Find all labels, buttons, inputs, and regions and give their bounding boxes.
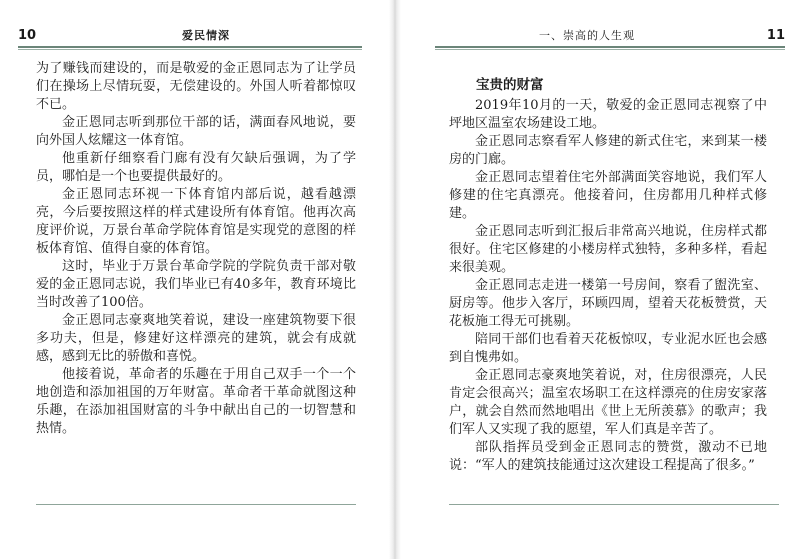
paragraph: 金正恩同志豪爽地笑着说，建设一座建筑物要下很多功夫，但是，修建好这样漂亮的建筑，就会有成就感，感到无比的骄傲和喜悦。 [36, 313, 356, 364]
left-page [0, 0, 389, 559]
right-page [401, 0, 787, 559]
paragraph: 金正恩同志豪爽地笑着说，对，住房很漂亮，人民肯定会很高兴；温室农场职工在这样漂亮的住房安家落户，就会自然而然地唱出《世上无所羡慕》的歌声；我们军人又实现了我的愿望，军人们真是辛苦了。 [449, 368, 767, 437]
paragraph: 他重新仔细察看门廊有没有欠缺后强调，为了学员，哪怕是一个也要提供最好的。 [36, 151, 356, 184]
left-body-text [36, 60, 356, 438]
left-running-title: 爱民情深 [182, 29, 230, 42]
left-page-header [18, 28, 380, 44]
right-page-number: 11 [766, 28, 785, 43]
left-footer-rule [36, 504, 356, 505]
left-page-number: 10 [18, 28, 37, 43]
paragraph: 金正恩同志听到那位干部的话，满面春风地说，要向外国人炫耀这一体育馆。 [36, 115, 356, 148]
paragraph: 这时，毕业于万景台革命学院的学院负责干部对敬爱的金正恩同志说，我们毕业已有40多年，教育环境比当时改善了100倍。 [36, 259, 356, 310]
paragraph: 他接着说，革命者的乐趣在于用自己双手一个一个地创造和添加祖国的万年财富。革命者干革命就图这种乐趣，在添加祖国财富的斗争中献出自己的一切智慧和热情。 [36, 367, 356, 436]
right-page-header [435, 28, 785, 44]
section-title: 宝贵的财富 [476, 77, 544, 93]
paragraph: 金正恩同志环视一下体育馆内部后说，越看越漂亮，今后要按照这样的样式建设所有体育馆。他再次高度评价说，万景台革命学院体育馆是实现党的意图的样板体育馆、值得自豪的体育馆。 [36, 187, 356, 256]
right-body-text [449, 76, 767, 475]
right-running-title: 一、崇高的人生观 [539, 29, 635, 42]
left-header-rule [18, 46, 362, 50]
paragraph: 为了赚钱而建设的，而是敬爱的金正恩同志为了让学员们在操场上尽情玩耍，无偿建设的。外国人听着都惊叹不已。 [36, 61, 356, 112]
paragraph: 金正恩同志走进一楼第一号房间，察看了盥洗室、厨房等。他步入客厅，环顾四周，望着天花板赞赏，天花板施工得无可挑剔。 [449, 278, 767, 329]
paragraph: 部队指挥员受到金正恩同志的赞赏，激动不已地说：“军人的建筑技能通过这次建设工程提高了很多。” [449, 440, 767, 473]
paragraph: 金正恩同志察看军人修建的新式住宅，来到某一楼房的门廊。 [449, 134, 767, 167]
paragraph: 金正恩同志听到汇报后非常高兴地说，住房样式都很好。住宅区修建的小楼房样式独特，多种多样，看起来很美观。 [449, 224, 767, 275]
paragraph: 陪同干部们也看着天花板惊叹，专业泥水匠也会感到自愧弗如。 [449, 332, 767, 365]
right-footer-rule [449, 504, 779, 505]
paragraph: 2019年10月的一天，敬爱的金正恩同志视察了中坪地区温室农场建设工地。 [449, 98, 767, 131]
paragraph: 金正恩同志望着住宅外部满面笑容地说，我们军人修建的住宅真漂亮。他接着问，住房都用几种样式修建。 [449, 170, 767, 221]
right-header-rule [435, 46, 785, 50]
book-gutter [389, 0, 401, 559]
